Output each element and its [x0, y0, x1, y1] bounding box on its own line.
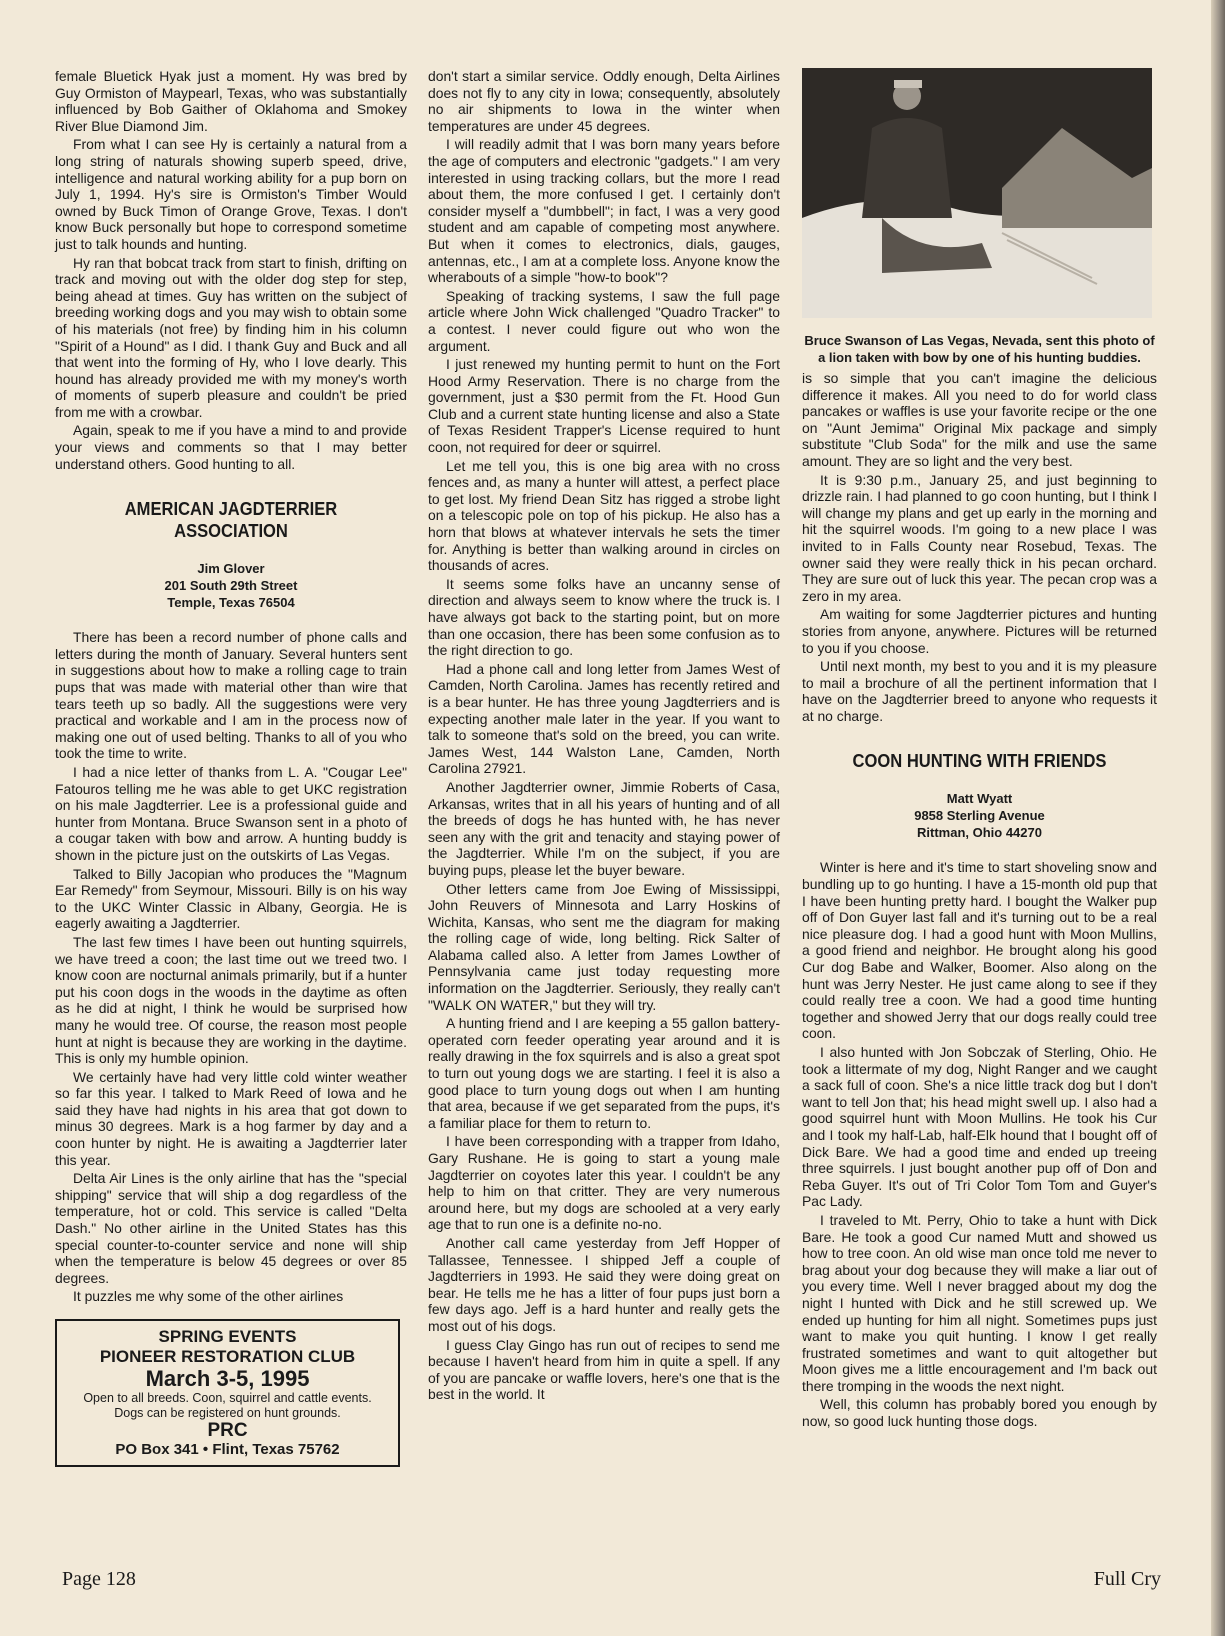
paragraph: Another call came yesterday from Jeff Hopper of Tallassee, Tennessee. I shipped Jeff a couple of Jagdterriers in 1993. He said they were doing great on bear. He tells me he has a litter of four pups just born a few days ago. Jeff is a hard hunter and really gets the most out of his dogs. — [428, 1234, 780, 1334]
paragraph: I have been corresponding with a trapper from Idaho, Gary Rushane. He is going to start a young male Jagdterrier on coyotes later this year. I couldn't be any help to him on that critter. They are very numerous around here, but my dogs are schooled at a very early age that to run one is a definite no-no. — [428, 1133, 780, 1233]
photo-illustration — [802, 68, 1152, 318]
paragraph: Hy ran that bobcat track from start to finish, drifting on track and moving out with the older dog step for step, being ahead at times. Guy has written on the subject of breeding working dogs and you may wish to obtain some of his materials (not free) by finding him in his column "Spirit of a Hound" as I did. I thank Guy and Buck and all that went into the forming of Hy, who I love dearly. This hound has already provided me with my money's worth of moments of superb pleasure and couldn't be pried from me with a crowbar. — [55, 254, 407, 420]
paragraph: It is 9:30 p.m., January 25, and just beginning to drizzle rain. I had planned to go coon hunting, but I think I will change my plans and get up early in the morning and hit the squirrel woods. I'm going to a new place I was invited to in Falls County near Rosebud, Texas. The owner said they were really thick in his pecan orchard. They are sure out of luck this year. The pecan crop was a zero in my area. — [802, 471, 1157, 604]
column-right — [802, 68, 1157, 1432]
paragraph: I had a nice letter of thanks from L. A. "Cougar Lee" Fatouros telling me he was able to get UKC registration on his male Jagdterrier. Lee is a professional guide and hunter from Montana. Bruce Swanson sent in a photo of a cougar taken with bow and arrow. A hunting buddy is shown in the picture just on the outskirts of Las Vegas. — [55, 764, 407, 863]
spring-events-ad — [55, 1319, 400, 1467]
paragraph: We certainly have had very little cold winter weather so far this year. I talked to Mark Reed of Iowa and he said they have had nights in his area that got down to minus 30 degrees. Mark is a hog farmer by day and a coon hunter by night. He is awaiting a Jagdterrier later this year. — [55, 1068, 407, 1168]
byline — [55, 560, 407, 611]
paragraph: I just renewed my hunting permit to hunt on the Fort Hood Army Reservation. There is no charge from the government, just a $30 permit from the Ft. Hood Gun Club and a current state hunting license and also a State of Texas Resident Trapper's License required to hunt coon, not required for deer or squirrel. — [428, 356, 780, 456]
paragraph: From what I can see Hy is certainly a natural from a long string of naturals showing superb speed, drive, intelligence and natural working ability for a pup born on July 1, 1994. Hy's sire is Ormiston's Timber Would owned by Buck Timon of Orange Grove, Texas. I don't know Buck personally but hope to correspond sometime just to talk hounds and hunting. — [55, 136, 407, 252]
paragraph: I traveled to Mt. Perry, Ohio to take a hunt with Dick Bare. He took a good Cur named Mutt and showed us how to tree coon. An old wise man once told me never to brag about your dog because they will make a liar out of you every time. Well I never bragged about my dog the night I hunted with Dick and he still screwed up. We ended up hunting for him all night. Sometimes pups just want to make you quit hunting. I know I get really frustrated sometimes and want to quit altogether but Moon gives me a little encouragement and I'm back out there tromping in the woods the next night. — [802, 1211, 1157, 1394]
paragraph: female Bluetick Hyak just a moment. Hy was bred by Guy Ormiston of Maypearl, Texas, who was substantially influenced by Bob Gaither of Oklahoma and Smokey River Blue Diamond Jim. — [55, 68, 407, 134]
byline-street: 201 South 29th Street — [164, 578, 298, 594]
byline-city: Temple, Texas 76504 — [167, 595, 295, 611]
paragraph: Well, this column has probably bored you enough by now, so good luck hunting those dogs. — [802, 1396, 1157, 1430]
column-middle — [428, 68, 780, 1405]
paragraph: don't start a similar service. Oddly enough, Delta Airlines does not fly to any city in Iowa; consequently, absolutely no air shipments to Iowa in the winter when temperatures are under 45 degrees. — [428, 68, 780, 134]
column-left — [55, 68, 407, 1467]
byline-name: Matt Wyatt — [946, 791, 1013, 807]
paragraph: Another Jagdterrier owner, Jimmie Roberts of Casa, Arkansas, writes that in all his years of hunting and of all the breeds of dogs he has hunted with, he has never seen any with the grit and tenacity and staying power of the Jagdterrier. While I'm on the subject, if you are buying pups, please let the buyer beware. — [428, 778, 780, 878]
hunter-lion-photo — [802, 68, 1152, 318]
ad-line: Open to all breeds. Coon, squirrel and cattle events. — [83, 1391, 372, 1405]
paragraph: Delta Air Lines is the only airline that has the "special shipping" service that will ship a dog regardless of the temperature, hot or cold. This service is called "Delta Dash." No other airline in the United States has this special counter-to-counter service and none will ship when the temperature is below 45 degrees or over 85 degrees. — [55, 1170, 407, 1286]
photo-caption: Bruce Swanson of Las Vegas, Nevada, sent this photo of a lion taken with bow by one of his hunting buddies. — [804, 333, 1155, 365]
paragraph: Winter is here and it's time to start shoveling snow and bundling up to go hunting. I have a 15-month old pup that I have been hunting pretty hard. I bought the Walker pup off of Don Guyer last fall and it's turning out to be a real nice pleasure dog. I had a good hunt with Moon Mullins, a good friend and neighbor. He brought along his good Cur dog Babe and Walker, Boomer. Also along on the hunt was Jerry Nester. He just came along to see if they could really tree a coon. We had a good time hunting together and showed Jerry that our dogs really could tree coon. — [802, 859, 1157, 1042]
paragraph: There has been a record number of phone calls and letters during the month of January. Several hunters sent in suggestions about how to make a rolling cage to train pups that was made with material other than wire that tears teeth up so badly. All the suggestions were very practical and workable and I am in the process now of making one out of used belting. Thanks to all of you who took the time to write. — [55, 629, 407, 762]
ad-line: Dogs can be registered on hunt grounds. — [114, 1406, 341, 1420]
ad-prc: PRC — [207, 1420, 248, 1441]
paragraph: Talked to Billy Jacopian who produces the "Magnum Ear Remedy" from Seymour, Missouri. Billy is on his way to the UKC Winter Classic in Albany, Georgia. He is eagerly awaiting a Jagdterrier. — [55, 865, 407, 932]
section-title-jagdterrier: AMERICAN JAGDTERRIER ASSOCIATION — [124, 499, 338, 542]
ad-date: March 3-5, 1995 — [145, 1366, 310, 1391]
paragraph: Had a phone call and long letter from James West of Camden, North Carolina. James has recently retired and is a bear hunter. He has three young Jagdterriers and is expecting another male later in the year. If you want to talk to someone that's sold on the breed, you can write. James West, 144 Walston Lane, Camden, North Carolina 27921. — [428, 660, 780, 777]
paragraph: The last few times I have been out hunting squirrels, we have treed a coon; the last time out we treed two. I know coon are nocturnal animals primarily, but if a hunter put his coon dogs in the woods in the daytime as often as he did at night, I think he would be surprised how many he would tree. Of course, the reason most people hunt at night is because they are working in the daytime. This is only my humble opinion. — [55, 933, 407, 1067]
ad-title: SPRING EVENTS — [158, 1327, 297, 1346]
byline — [802, 790, 1157, 841]
paragraph: A hunting friend and I are keeping a 55 gallon battery-operated corn feeder operating year around and it is really drawing in the fox squirrels and is also a great spot to turn out young dogs we are starting. I feel it is also a good place to turn young dogs out when I am hunting that area, because if we get separated from the pups, it's a familiar place for them to return to. — [428, 1015, 780, 1131]
byline-street: 9858 Sterling Avenue — [914, 808, 1045, 824]
magazine-name: Full Cry — [1093, 1568, 1161, 1590]
paragraph: It seems some folks have an uncanny sense of direction and always seem to know where the truck is. I have always got back to the starting point, but on more than one occasion, there has been some confusion as to the right direction to go. — [428, 575, 780, 659]
paragraph: I also hunted with Jon Sobczak of Sterling, Ohio. He took a littermate of my dog, Night Ranger and we caught a sack full of coon. She's a nice little track dog but I don't want to tell Jon that; his head might swell up. I also had a good squirrel hunt with Moon Mullins. He took his Cur and I took my half-Lab, half-Elk hound that I bought off of Dick Bare. We had a good time and ended up treeing three squirrels. I just bought another pup off of Don and Reba Guyer. It's out of Tri Color Tom Tom and Guyer's Pac Lady. — [802, 1044, 1157, 1210]
paragraph: It puzzles me why some of the other airlines — [73, 1288, 344, 1305]
page-edge — [1211, 0, 1225, 1636]
ad-address: PO Box 341 • Flint, Texas 75762 — [115, 1441, 340, 1458]
paragraph: Let me tell you, this is one big area with no cross fences and, as many a hunter will attest, a perfect place to get lost. My friend Dean Sitz has rigged a strobe light on a telescopic pole on top of his pickup. He also has a horn that blows at whatever intervals he sets the timer for. Anything is better than walking around in circles on thousands of acres. — [428, 457, 780, 574]
paragraph: Speaking of tracking systems, I saw the full page article where John Wick challenged "Quadro Tracker" to a contest. I never could figure out who won the argument. — [428, 287, 780, 354]
paragraph: Other letters came from Joe Ewing of Mississippi, John Reuvers of Minnesota and Larry Hoskins of Wichita, Kansas, who sent me the diagram for making the rolling cage of wide, long belting. Rick Salter of Alabama called also. A letter from James Lowther of Pennsylvania came just today requesting more information on the Jagdterrier. Seriously, they really can't "WALK ON WATER," but they will try. — [428, 880, 780, 1013]
page-number: Page 128 — [62, 1568, 136, 1590]
section-title-coon-hunting: COON HUNTING WITH FRIENDS — [852, 751, 1107, 772]
paragraph: is so simple that you can't imagine the delicious difference it makes. All you need to do for world class pancakes or waffles is use your favorite recipe or the one on "Aunt Jemima" Original Mix package and simply substitute "Club Soda" for the milk and use the same amount. They are so light and the very best. — [802, 370, 1157, 469]
paragraph: Until next month, my best to you and it is my pleasure to mail a brochure of all the pertinent information that I have on the Jagdterrier breed to anyone who requests it at no charge. — [802, 658, 1157, 724]
byline-name: Jim Glover — [197, 561, 265, 577]
paragraph: I will readily admit that I was born many years before the age of computers and electronic "gadgets." I am very interested in using tracking collars, but the more I read about them, the more confused I get. I certainly don't consider myself a "dumbbell"; in fact, I was a very good student and am capable of competing most anywhere. But when it comes to electronics, dials, gauges, antennas, etc., I am at a complete loss. Anyone know the wherabouts of a simple "how-to book"? — [428, 136, 780, 286]
byline-city: Rittman, Ohio 44270 — [917, 825, 1042, 841]
ad-club-name: PIONEER RESTORATION CLUB — [99, 1347, 356, 1366]
paragraph: Am waiting for some Jagdterrier pictures and hunting stories from anyone, anywhere. Pictures will be returned to you if you choose. — [802, 606, 1157, 656]
paragraph: I guess Clay Gingo has run out of recipes to send me because I haven't heard from him in quite a spell. If any of you are pancake or waffle lovers, here's one that is the best in the world. It — [428, 1336, 780, 1403]
paragraph: Again, speak to me if you have a mind to and provide your views and comments so that I may better understand others. Good hunting to all. — [55, 422, 407, 472]
